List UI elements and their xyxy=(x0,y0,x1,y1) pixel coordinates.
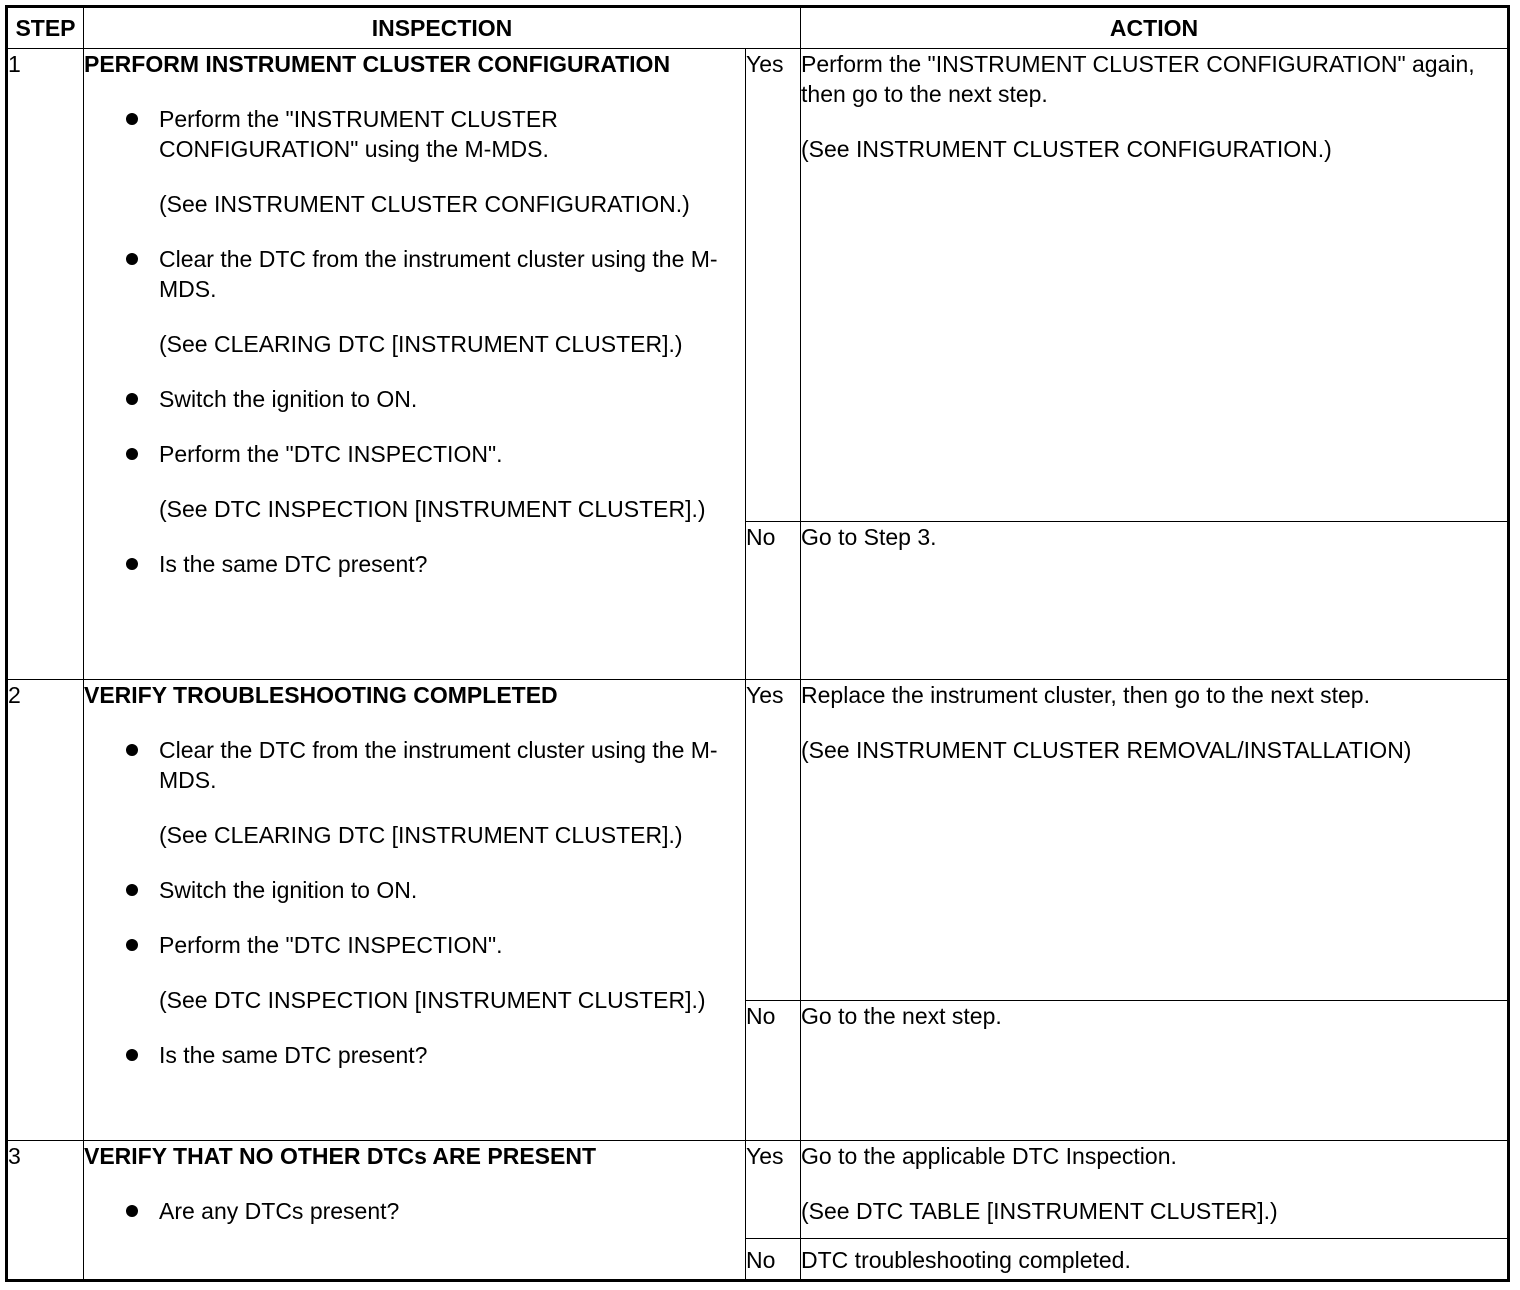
bullet-icon xyxy=(126,558,138,570)
inspection-item-text: Are any DTCs present? xyxy=(159,1198,400,1224)
header-action: ACTION xyxy=(801,7,1509,49)
yes-action-see-reference[interactable]: (See INSTRUMENT CLUSTER REMOVAL/INSTALLATION) xyxy=(801,737,1412,763)
inspection-see-reference[interactable]: (See DTC INSPECTION [INSTRUMENT CLUSTER].) xyxy=(159,496,706,522)
bullet-icon xyxy=(126,1205,138,1217)
inspection-item-text: Is the same DTC present? xyxy=(159,551,428,577)
header-inspection: INSPECTION xyxy=(84,7,801,49)
step-number: 1 xyxy=(7,49,84,680)
inspection-see-reference[interactable]: (See CLEARING DTC [INSTRUMENT CLUSTER].) xyxy=(159,331,683,357)
inspection-item xyxy=(84,244,745,359)
step-inspection-cell xyxy=(84,680,746,1141)
inspection-list xyxy=(84,735,745,1070)
no-action-cell xyxy=(801,1001,1509,1141)
bullet-icon xyxy=(126,744,138,756)
inspection-item xyxy=(84,384,745,414)
yes-label: Yes xyxy=(746,1141,801,1239)
step-inspection-cell xyxy=(84,49,746,680)
inspection-item-text: Perform the "DTC INSPECTION". xyxy=(159,441,503,467)
inspection-see-reference[interactable]: (See DTC INSPECTION [INSTRUMENT CLUSTER].) xyxy=(159,987,706,1013)
yes-action-cell xyxy=(801,680,1509,1001)
no-label: No xyxy=(746,1001,801,1141)
yes-label: Yes xyxy=(746,680,801,1001)
yes-action-text: Perform the "INSTRUMENT CLUSTER CONFIGURATION" again, then go to the next step. xyxy=(801,51,1475,107)
step-title: VERIFY TROUBLESHOOTING COMPLETED xyxy=(84,682,558,708)
step-1-yes-row xyxy=(7,49,1509,522)
inspection-item-text: Is the same DTC present? xyxy=(159,1042,428,1068)
yes-action-see-reference[interactable]: (See INSTRUMENT CLUSTER CONFIGURATION.) xyxy=(801,136,1332,162)
inspection-item xyxy=(84,735,745,850)
no-action-text: Go to Step 3. xyxy=(801,524,937,550)
bullet-icon xyxy=(126,884,138,896)
step-title: PERFORM INSTRUMENT CLUSTER CONFIGURATION xyxy=(84,51,671,77)
yes-action-see-reference[interactable]: (See DTC TABLE [INSTRUMENT CLUSTER].) xyxy=(801,1198,1278,1224)
no-action-cell xyxy=(801,522,1509,680)
inspection-item-text: Clear the DTC from the instrument cluster using the M-MDS. xyxy=(159,246,718,302)
inspection-item xyxy=(84,930,745,1015)
inspection-list xyxy=(84,1196,745,1226)
step-title: VERIFY THAT NO OTHER DTCs ARE PRESENT xyxy=(84,1143,597,1169)
inspection-item-text: Switch the ignition to ON. xyxy=(159,386,418,412)
step-1-group xyxy=(7,49,1509,680)
inspection-item-text: Switch the ignition to ON. xyxy=(159,877,418,903)
inspection-see-reference[interactable]: (See CLEARING DTC [INSTRUMENT CLUSTER].) xyxy=(159,822,683,848)
step-3-yes-row xyxy=(7,1141,1509,1239)
step-2-yes-row xyxy=(7,680,1509,1001)
yes-action-text: Replace the instrument cluster, then go to the next step. xyxy=(801,682,1370,708)
inspection-item-text: Perform the "DTC INSPECTION". xyxy=(159,932,503,958)
inspection-item xyxy=(84,1196,745,1226)
header-step: STEP xyxy=(7,7,84,49)
inspection-item-text: Clear the DTC from the instrument cluster using the M-MDS. xyxy=(159,737,718,793)
bullet-icon xyxy=(126,939,138,951)
yes-action-cell xyxy=(801,1141,1509,1239)
bullet-icon xyxy=(126,448,138,460)
step-2-group xyxy=(7,680,1509,1141)
inspection-item xyxy=(84,875,745,905)
step-number: 2 xyxy=(7,680,84,1141)
yes-action-cell xyxy=(801,49,1509,522)
inspection-item xyxy=(84,549,745,579)
inspection-item xyxy=(84,439,745,524)
step-inspection-cell xyxy=(84,1141,746,1281)
yes-action-text: Go to the applicable DTC Inspection. xyxy=(801,1143,1177,1169)
inspection-item xyxy=(84,104,745,219)
bullet-icon xyxy=(126,253,138,265)
no-action-text: Go to the next step. xyxy=(801,1003,1002,1029)
step-number: 3 xyxy=(7,1141,84,1281)
inspection-item-text: Perform the "INSTRUMENT CLUSTER CONFIGURATION" using the M-MDS. xyxy=(159,106,558,162)
bullet-icon xyxy=(126,1049,138,1061)
bullet-icon xyxy=(126,393,138,405)
no-action-cell xyxy=(801,1239,1509,1281)
inspection-item xyxy=(84,1040,745,1070)
no-action-text: DTC troubleshooting completed. xyxy=(801,1247,1131,1273)
no-label: No xyxy=(746,1239,801,1281)
yes-label: Yes xyxy=(746,49,801,522)
inspection-list xyxy=(84,104,745,579)
bullet-icon xyxy=(126,113,138,125)
no-label: No xyxy=(746,522,801,680)
step-3-group xyxy=(7,1141,1509,1281)
header-row xyxy=(7,7,1509,49)
inspection-see-reference[interactable]: (See INSTRUMENT CLUSTER CONFIGURATION.) xyxy=(159,191,690,217)
troubleshooting-table xyxy=(5,5,1510,1282)
